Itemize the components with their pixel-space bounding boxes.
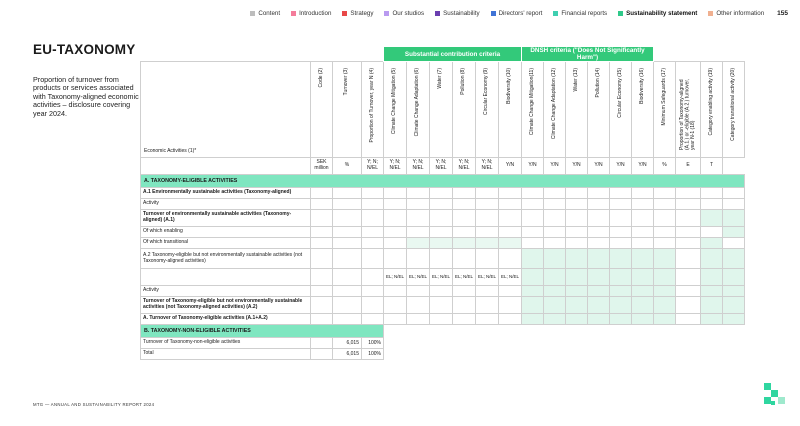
header-cell [430,62,453,158]
a2-turnover-label: Turnover of Taxonomy-eligible but not environmentally sustainable activities (not Taxonomy-aligned activities) (A.2) [141,297,311,314]
table-row [141,238,745,249]
header-dnsh-climate-mitigation: Climate Change Mitigation(11) [528,68,535,136]
header-category-enabling: Category enabling activity (19) [707,68,714,136]
nav-item-label: Introduction [299,10,332,17]
table-row [141,338,745,349]
brand-logo-icon [764,383,786,408]
header-dnsh-pollution: Pollution (14) [594,68,601,98]
header-sc-climate-adaptation: Climate Change Adaptation (6) [414,68,421,137]
page-title: EU-TAXONOMY [33,42,136,57]
header-cell [654,62,676,158]
nav-item-directors-report[interactable] [491,10,543,17]
header-cell [676,62,701,158]
b-turnover-pct: 100% [362,338,384,349]
header-cell [588,62,610,158]
header-cell [362,62,384,158]
header-minimum-safeguards: Minimum Safeguards (17) [660,68,667,126]
unit-cell: SEK million [311,158,333,175]
nav-item-sustainability[interactable] [435,10,479,17]
table-row [141,314,745,325]
a1-turnover-label: Turnover of environmentally sustainable activities (Taxonomy-aligned) (A.1) [141,210,311,227]
header-code: Code (2) [317,68,324,88]
section-a-row [141,175,745,188]
header-cell [566,62,588,158]
table-row [141,286,745,297]
nav-item-label: Sustainability statement [626,10,698,17]
nav-color-square [250,11,255,16]
header-dnsh-climate-adaptation: Climate Change Adaptation (12) [550,68,557,140]
nav-item-label: Financial reports [561,10,608,17]
header-proportion-turnover: Proportion of Turnover, year N (4) [368,68,375,143]
group-substantial-contribution: Substantial contribution criteria [384,47,522,62]
header-cell [407,62,430,158]
header-proportion-prior-year: Proportion of Taxonomy-aligned (A.1.) or -eligible (A.2.) turnover, year N-1 (18) [678,78,696,150]
header-cell [499,62,522,158]
column-header-row [141,62,745,158]
nav-color-square [491,11,496,16]
unit-cell: Y/N [522,158,544,175]
eu-taxonomy-table [140,46,745,360]
header-dnsh-water: Water (13) [572,68,579,92]
header-sc-biodiversity: Biodiversity (10) [506,68,513,104]
nav-color-square [618,11,623,16]
header-dnsh-circular-economy: Circular Economy (15) [616,68,623,118]
nav-color-square [291,11,296,16]
header-sc-circular-economy: Circular Economy (9) [483,68,490,115]
a2-activity-label: Activity [141,286,311,297]
unit-cell: Y; N; N/EL [453,158,476,175]
unit-cell: Y; N; N/EL [407,158,430,175]
a-total-label: A. Turnover of Taxonomy-eligible activities (A.1+A.2) [141,314,311,325]
header-category-transitional: Category transitional activity (20) [729,68,736,141]
enabling-label: Of which enabling [141,227,311,238]
section-a-heading: A. TAXONOMY-ELIGIBLE ACTIVITIES [141,175,745,188]
unit-cell: Y/N [588,158,610,175]
unit-cell: Y/N [544,158,566,175]
header-cell [476,62,499,158]
nav-color-square [553,11,558,16]
header-cell [333,62,362,158]
table-row [141,297,745,314]
header-cell [544,62,566,158]
table-row [141,199,745,210]
unit-cell: Y/N [566,158,588,175]
header-cell [453,62,476,158]
blank-cell [654,47,745,62]
table-row [141,227,745,238]
nav-item-strategy[interactable] [342,10,373,17]
b-turnover-label: Turnover of Taxonomy-non-eligible activities [141,338,311,349]
unit-cell: T [701,158,723,175]
el-cell: EL; N/EL [384,269,407,286]
el-cell: EL; N/EL [476,269,499,286]
group-header-row [141,47,745,62]
nav-color-square [708,11,713,16]
table-row [141,249,745,269]
nav-item-label: Content [258,10,281,17]
unit-cell: Y; N; N/EL [362,158,384,175]
table-row [141,269,745,286]
section-b-heading: B. TAXONOMY-NON-ELIGIBLE ACTIVITIES [141,325,384,338]
header-turnover: Turnover (3) [343,68,350,96]
el-cell: EL; N/EL [407,269,430,286]
a2-title: A.2 Taxonomy-eligible but not environmentally sustainable activities (not Taxonomy-aligned activities) [141,249,311,269]
units-row [141,158,745,175]
section-b-row [141,325,745,338]
unit-cell: Y; N; N/EL [476,158,499,175]
el-cell: EL; N/EL [430,269,453,286]
unit-cell: Y/N [610,158,632,175]
unit-cell [141,158,311,175]
nav-item-other-information[interactable] [708,10,764,17]
header-cell [701,62,723,158]
header-cell [311,62,333,158]
total-label: Total [141,349,311,360]
header-sc-pollution: Pollution (8) [460,68,467,95]
header-cell [610,62,632,158]
transitional-label: Of which transitional [141,238,311,249]
page-number: 155 [777,10,788,17]
unit-cell: Y/N [632,158,654,175]
nav-item-label: Directors' report [498,10,543,17]
a1-activity-label: Activity [141,199,311,210]
table-row [141,188,745,199]
nav-item-label: Sustainability [443,10,480,17]
header-sc-climate-mitigation: Climate Change Mitigation (5) [391,68,398,135]
el-cell: EL; N/EL [499,269,522,286]
header-cell [632,62,654,158]
nav-item-our-studios[interactable] [384,10,424,17]
el-cell: EL; N/EL [453,269,476,286]
header-cell [723,62,745,158]
group-dnsh: DNSH criteria ("Does Not Significantly Harm") [522,47,654,62]
nav-item-label: Our studios [392,10,425,17]
unit-cell: % [654,158,676,175]
unit-cell: E [676,158,701,175]
header-dnsh-biodiversity: Biodiversity (16) [638,68,645,104]
header-sc-water: Water (7) [437,68,444,89]
unit-cell: % [333,158,362,175]
total-value: 6,015 [333,349,362,360]
unit-cell: Y/N [499,158,522,175]
nav-color-square [435,11,440,16]
top-navigation [250,10,788,17]
nav-item-introduction[interactable] [291,10,331,17]
table-row [141,349,745,360]
table-row [141,210,745,227]
nav-item-financial-reports[interactable] [553,10,607,17]
nav-item-label: Other information [716,10,765,17]
unit-cell: Y; N; N/EL [430,158,453,175]
unit-cell: Y; N; N/EL [384,158,407,175]
header-cell [522,62,544,158]
a1-title: A.1 Environmentally sustainable activities (Taxonomy-aligned) [141,188,311,199]
nav-color-square [342,11,347,16]
header-economic-activities: Economic Activities (1)* [141,62,311,158]
header-cell [384,62,407,158]
blank-cell [141,47,384,62]
nav-color-square [384,11,389,16]
b-turnover-value: 6,015 [333,338,362,349]
total-pct: 100% [362,349,384,360]
footer-text: MTG — ANNUAL AND SUSTAINABILITY REPORT 2024 [33,402,155,407]
nav-item-content[interactable] [250,10,280,17]
intro-text: Proportion of turnover from products or services associated with Taxonomy-aligned economic activities – disclosure covering year 2024. [33,75,139,118]
nav-item-label: Strategy [350,10,374,17]
nav-item-sustainability-statement[interactable] [618,10,697,17]
